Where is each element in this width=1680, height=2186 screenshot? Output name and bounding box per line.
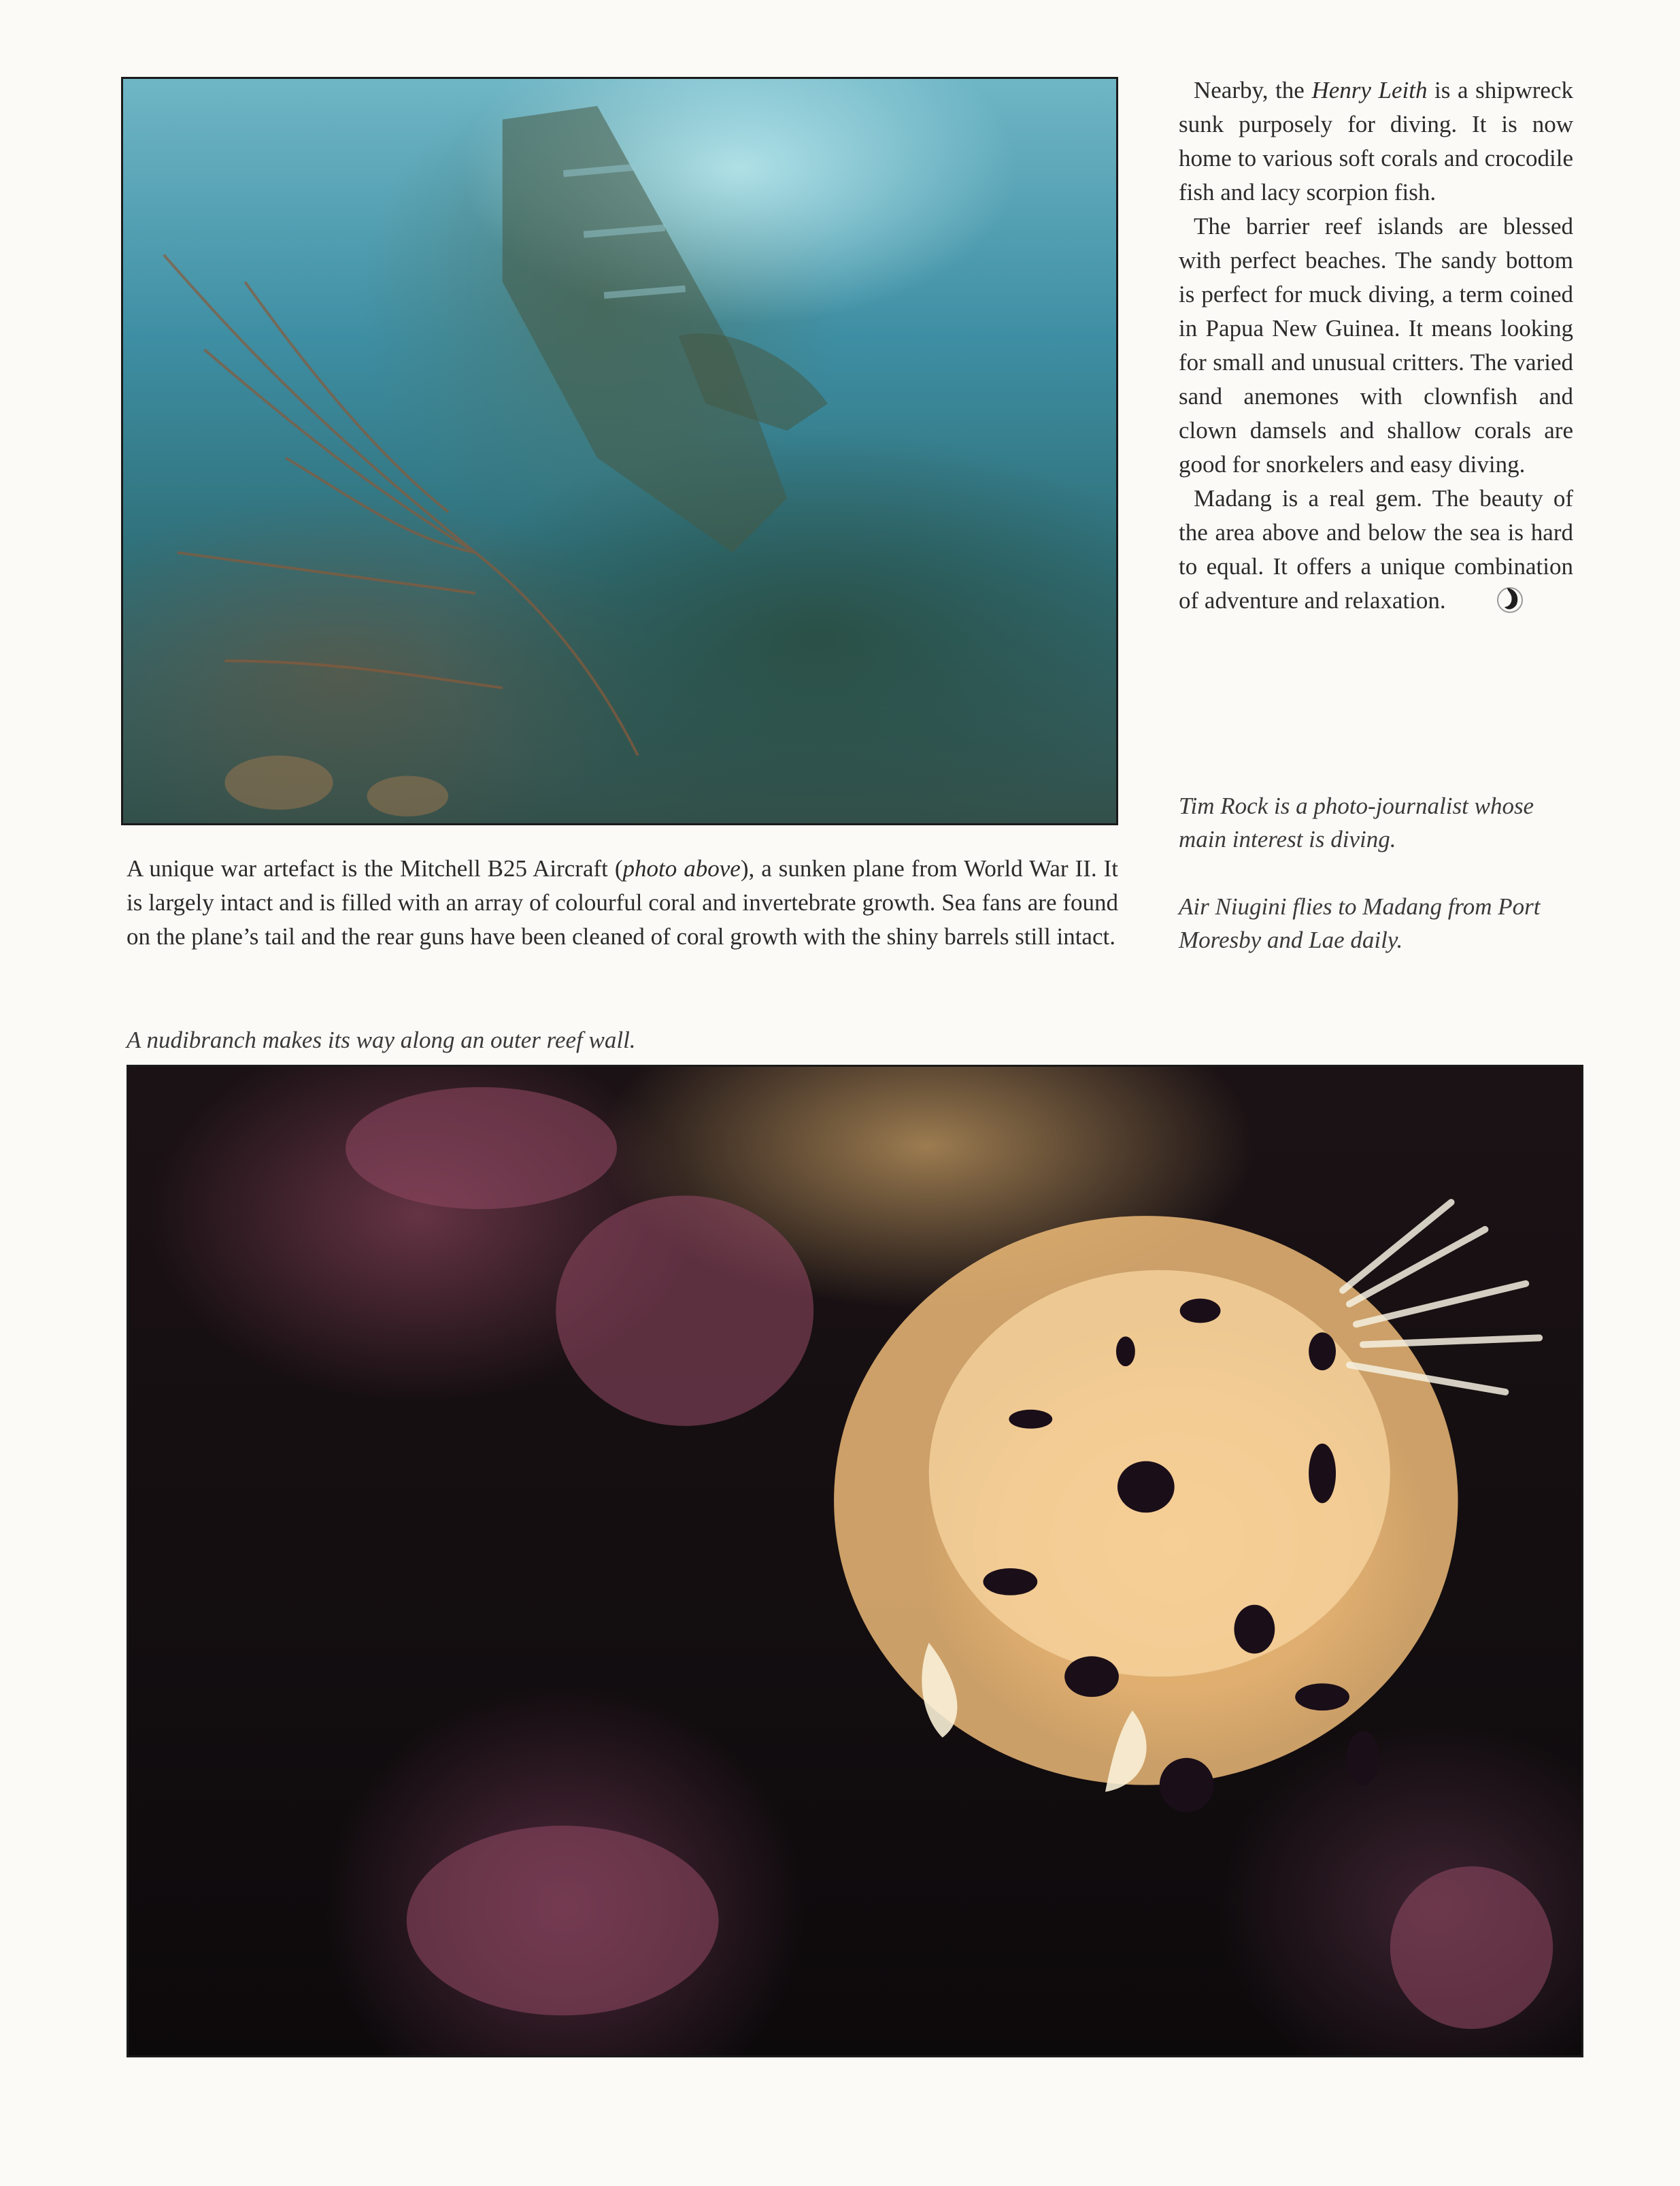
- ship-name: Henry Leith: [1311, 77, 1428, 103]
- airline-note: Air Niugini flies to Madang from Port Moresby and Lae daily.: [1179, 893, 1541, 953]
- nudibranch-caption: A nudibranch makes its way along an outer reef wall.: [127, 1027, 636, 1053]
- aircraft-wreck-photo: [121, 77, 1118, 825]
- article-paragraph: [1179, 73, 1573, 210]
- caption-text: A unique war artefact is the Mitchell B25 Aircraft (: [127, 855, 623, 882]
- nudibranch-illustration: [129, 1067, 1581, 2055]
- aircraft-wreck-illustration: [123, 79, 1116, 823]
- article-text: Madang is a real gem. The beauty of the area above and below the sea is hard to equal. It offers a unique combination of adventure and relaxation.: [1179, 485, 1573, 614]
- article-column: [1179, 73, 1573, 618]
- aircraft-caption: [127, 852, 1118, 954]
- photo-reference: photo above: [622, 855, 741, 882]
- article-text: Nearby, the: [1194, 77, 1312, 103]
- author-note: Tim Rock is a photo-journalist whose main interest is diving.: [1179, 793, 1534, 852]
- caption-text: ), a sunken plane from World War II. It is largely intact and is filled with an array of colourful coral and invertebrate growth. Sea fans are found on the plane’s tail and the rear guns have been cleaned of coral growth with the shiny barrels still intact.: [127, 855, 1119, 950]
- nudibranch-photo: [127, 1065, 1583, 2057]
- article-text: is a shipwreck sunk purposely for diving. It is now home to various soft corals and crocodile fish and lacy scorpion fish.: [1179, 77, 1573, 205]
- magazine-end-logo-icon: [1477, 584, 1513, 614]
- article-paragraph: [1179, 482, 1573, 618]
- article-paragraph: The barrier reef islands are blessed with perfect beaches. The sandy bottom is perfect for muck diving, a term coined in Papua New Guinea. It means looking for small and unusual critters. The varied sand anemones with clownfish and clown damsels and shallow corals are good for snorkelers and easy diving.: [1179, 213, 1573, 478]
